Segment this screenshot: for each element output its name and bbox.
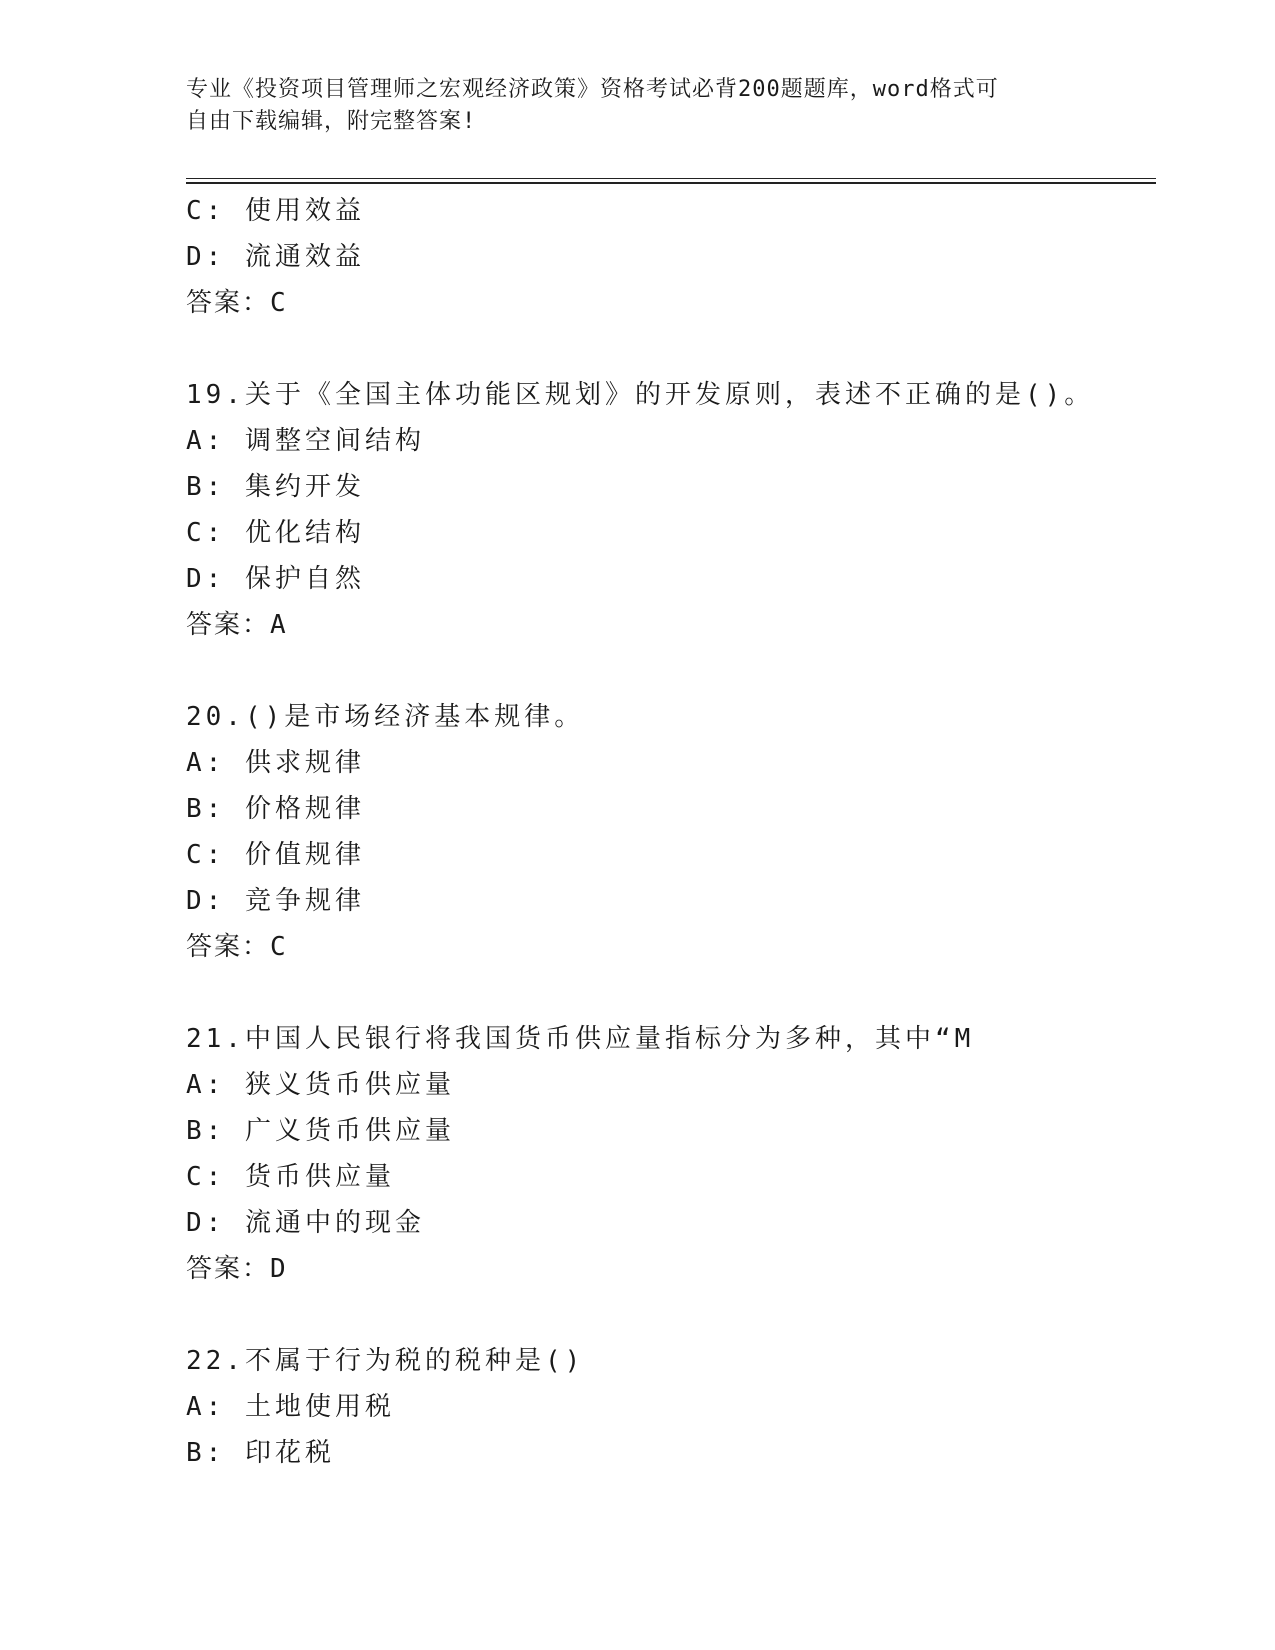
question-block-18: [186, 188, 1166, 326]
option-a: A: 供求规律: [186, 748, 365, 778]
spacer: [186, 970, 1166, 1016]
answer-label: 答案：A: [186, 610, 288, 640]
option-b: B: 广义货币供应量: [186, 1116, 455, 1146]
spacer: [186, 648, 1166, 694]
question-text: 19.关于《全国主体功能区规划》的开发原则，表述不正确的是()。: [186, 380, 1095, 410]
question-list: [186, 188, 1166, 1476]
answer-label: 答案：C: [186, 932, 288, 962]
question-block-19: [186, 372, 1166, 648]
option-a: A: 狭义货币供应量: [186, 1070, 455, 1100]
header-divider-thick: [186, 182, 1156, 184]
question-block-20: [186, 694, 1166, 970]
question-text: 22.不属于行为税的税种是(): [186, 1346, 585, 1376]
answer-label: 答案：D: [186, 1254, 288, 1284]
header-title-line-2: 自由下载编辑，附完整答案!: [186, 109, 477, 134]
question-block-22: [186, 1338, 1166, 1476]
question-text: 20.()是市场经济基本规律。: [186, 702, 585, 732]
option-b: B: 印花税: [186, 1438, 335, 1468]
option-c: C: 使用效益: [186, 196, 365, 226]
option-b: B: 集约开发: [186, 472, 365, 502]
question-block-21: [186, 1016, 1166, 1292]
document-header: [186, 74, 1086, 138]
option-d: D: 流通中的现金: [186, 1208, 425, 1238]
option-c: C: 优化结构: [186, 518, 365, 548]
option-c: C: 价值规律: [186, 840, 365, 870]
answer-label: 答案：C: [186, 288, 288, 318]
option-a: A: 土地使用税: [186, 1392, 395, 1422]
question-text: 21.中国人民银行将我国货币供应量指标分为多种，其中“M: [186, 1024, 975, 1054]
header-title-line-1: 专业《投资项目管理师之宏观经济政策》资格考试必背200题题库，word格式可: [186, 77, 999, 102]
option-d: D: 竞争规律: [186, 886, 365, 916]
option-a: A: 调整空间结构: [186, 426, 425, 456]
spacer: [186, 1292, 1166, 1338]
option-b: B: 价格规律: [186, 794, 365, 824]
option-c: C: 货币供应量: [186, 1162, 395, 1192]
header-divider-thin: [186, 178, 1156, 179]
option-d: D: 流通效益: [186, 242, 365, 272]
option-d: D: 保护自然: [186, 564, 365, 594]
spacer: [186, 326, 1166, 372]
